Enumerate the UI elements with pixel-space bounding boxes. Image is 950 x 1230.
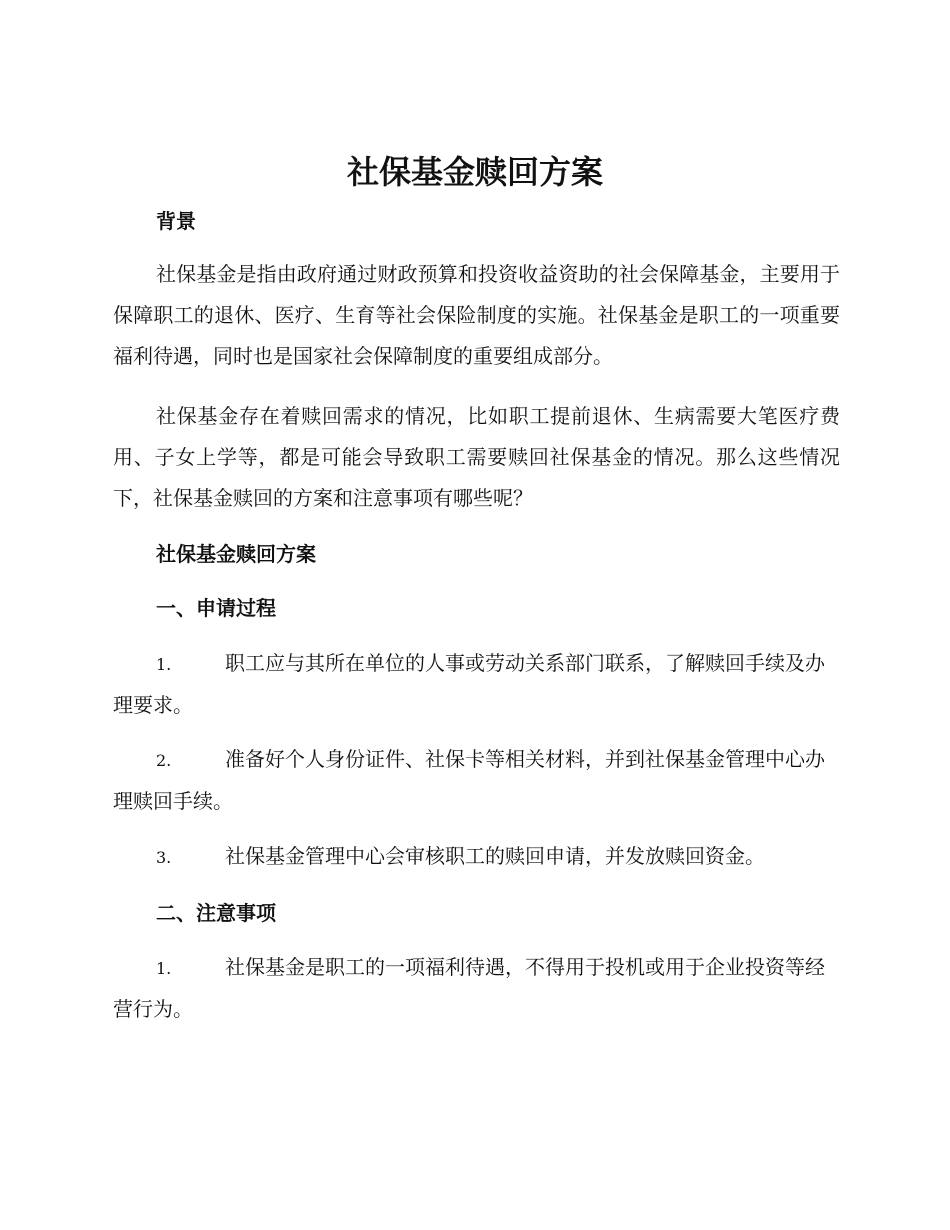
list-item-text: 社保基金管理中心会审核职工的赎回申请，并发放赎回资金。: [225, 844, 765, 868]
list-item: [113, 836, 840, 878]
list-item-text: 职工应与其所在单位的人事或劳动关系部门联系，了解赎回手续及办理要求。: [113, 651, 825, 717]
background-paragraph-2: 社保基金存在着赎回需求的情况，比如职工提前退休、生病需要大笔医疗费用、子女上学等，都是可能会导致职工需要赎回社保基金的情况。那么这些情况下，社保基金赎回的方案和注意事项有哪些呢？: [113, 404, 840, 510]
list-item: [113, 947, 840, 1030]
list-item-number: 2.: [156, 751, 172, 770]
list-item-number: 1.: [156, 959, 172, 978]
list-item-number: 1.: [156, 655, 172, 674]
list-item-text: 社保基金是职工的一项福利待遇，不得用于投机或用于企业投资等经营行为。: [113, 955, 825, 1021]
section-heading-notes: 二、注意事项: [156, 901, 276, 925]
background-paragraph-1: 社保基金是指由政府通过财政预算和投资收益资助的社会保障基金，主要用于保障职工的退休、医疗、生育等社会保险制度的实施。社保基金是职工的一项重要福利待遇，同时也是国家社会保障制度的重要组成部分。: [113, 262, 840, 368]
section-heading-plan: 社保基金赎回方案: [156, 542, 316, 566]
list-item-text: 准备好个人身份证件、社保卡等相关材料，并到社保基金管理中心办理赎回手续。: [113, 747, 825, 813]
list-item-number: 3.: [156, 848, 172, 867]
section-heading-apply: 一、申请过程: [156, 596, 276, 620]
list-item: [113, 739, 840, 822]
section-heading-background: 背景: [156, 209, 196, 233]
list-item: [113, 643, 840, 726]
document-title: 社保基金赎回方案: [346, 153, 603, 191]
